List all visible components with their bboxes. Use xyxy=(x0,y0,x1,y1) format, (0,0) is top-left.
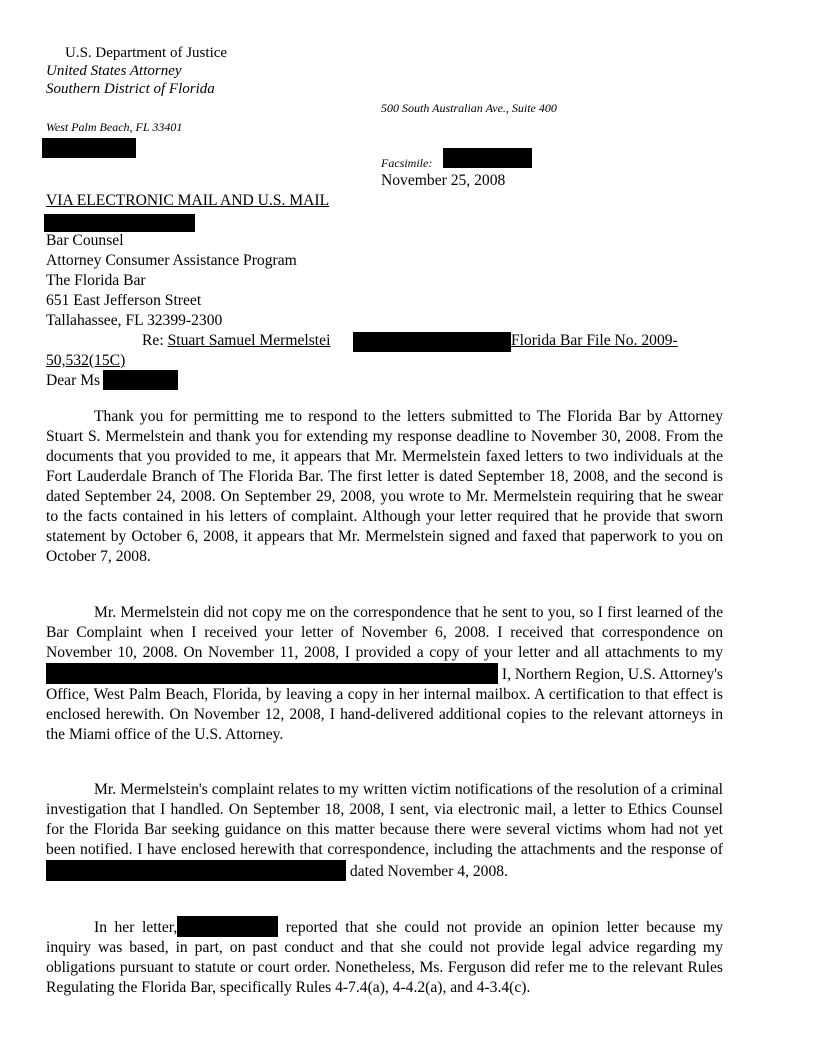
recipient-city: Tallahassee, FL 32399-2300 xyxy=(46,312,223,329)
body-paragraph-4 xyxy=(46,916,723,998)
body-paragraph-3 xyxy=(46,780,723,882)
department-name: U.S. Department of Justice xyxy=(65,45,228,61)
body-paragraph-2 xyxy=(46,603,723,745)
re-subject: Stuart Samuel Mermelstei xyxy=(167,332,331,349)
re-label: Re: xyxy=(142,332,168,349)
paragraph-3-part-a: Mr. Mermelstein's complaint relates to my written victim notifications of the resolution of a criminal investigation that I handled. On September 18, 2008, I sent, via electronic mail, a letter to Ethics Counsel for the Florida Bar seeking guidance on this matter because there were several victims whom had not yet been notified. I have enclosed herewith that correspondence, including the attachments and the response of xyxy=(46,781,723,858)
recipient-street: 651 East Jefferson Street xyxy=(46,292,202,309)
redaction-block xyxy=(177,916,278,937)
facsimile-label: Facsimile: xyxy=(381,156,433,170)
re-file-number: Florida Bar File No. 2009- xyxy=(511,332,678,349)
paragraph-2-part-b: I, Northern Region, U.S. Attorney's Office, West Palm Beach, Florida, by leaving a copy in her internal mailbox. A certification to that effect is enclosed herewith. On November 12, 2008, I hand-delivered additional copies to the relevant attorneys in the Miami office of the U.S. Attorney. xyxy=(46,666,724,743)
recipient-program: Attorney Consumer Assistance Program xyxy=(46,252,297,269)
district-name: Southern District of Florida xyxy=(46,81,215,97)
office-name: United States Attorney xyxy=(46,63,182,79)
salutation: Dear Ms xyxy=(46,372,101,389)
recipient-org: The Florida Bar xyxy=(46,272,146,289)
paragraph-4-part-b: reported that she could not provide an opinion letter because my inquiry was based, in part, on past conduct and that she could not provide legal advice regarding my obligations pursuant to statute or court order. Nonetheless, Ms. Ferguson did refer me to the relevant Rules Regulating the Florida Bar, specifically Rules 4-7.4(a), 4-4.2(a), and 4-3.4(c). xyxy=(46,919,723,996)
paragraph-3-part-b: dated November 4, 2008. xyxy=(349,863,508,880)
redaction-block xyxy=(443,148,532,168)
recipient-title: Bar Counsel xyxy=(46,232,124,249)
redaction-block xyxy=(46,663,498,684)
paragraph-4-part-a: In her letter, xyxy=(94,919,178,936)
letter-date: November 25, 2008 xyxy=(381,172,506,189)
redaction-block xyxy=(103,370,178,390)
body-paragraph-1: Thank you for permitting me to respond to the letters submitted to The Florida Bar by Attorney Stuart S. Mermelstein and thank you for extending my response deadline to November 30, 2008. From the documents that you provided to me, it appears that Mr. Mermelstein faxed letters to two individuals at the Fort Lauderdale Branch of The Florida Bar. The first letter is dated September 18, 2008, and the second is dated September 24, 2008. On September 29, 2008, you wrote to Mr. Mermelstein requiring that he swear to the facts contained in his letters of complaint. Although your letter required that he provide that sworn statement by October 6, 2008, it appears that Mr. Mermelstein signed and faxed that paperwork to you on October 7, 2008. xyxy=(46,408,723,565)
delivery-method: VIA ELECTRONIC MAIL AND U.S. MAIL xyxy=(46,192,330,209)
redaction-block xyxy=(46,860,346,881)
redaction-block xyxy=(44,214,195,232)
redaction-block xyxy=(353,332,511,352)
redaction-block xyxy=(42,138,136,158)
paragraph-2-part-a: Mr. Mermelstein did not copy me on the correspondence that he sent to you, so I first learned of the Bar Complaint when I received your letter of November 6, 2008. I received that correspondence on November 10, 2008. On November 11, 2008, I provided a copy of your letter and all attachments to my xyxy=(46,604,723,661)
office-address: 500 South Australian Ave., Suite 400 xyxy=(381,101,557,115)
re-line xyxy=(142,333,330,349)
office-city: West Palm Beach, FL 33401 xyxy=(46,120,183,134)
re-file-number-cont: 50,532(15C) xyxy=(46,352,126,369)
